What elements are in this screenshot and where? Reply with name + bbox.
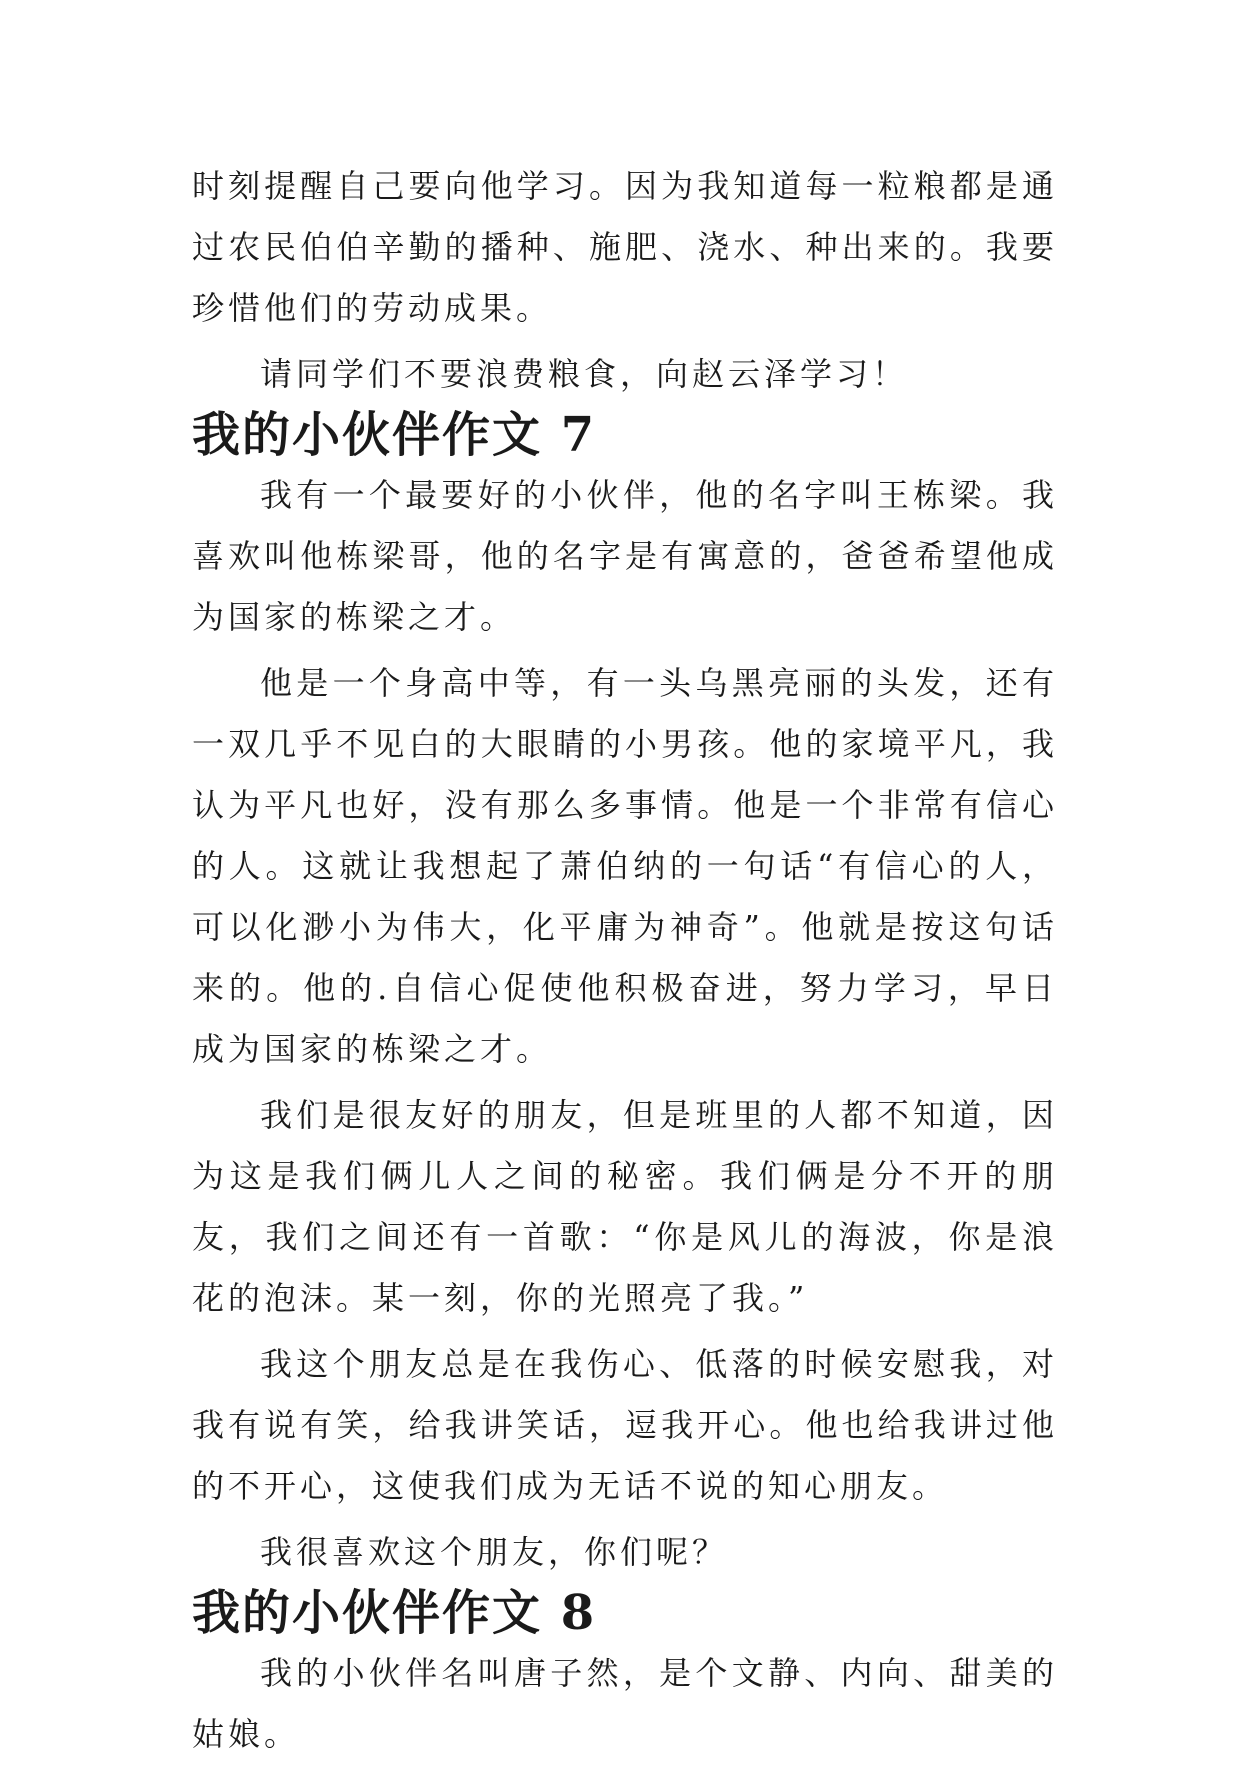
paragraph: 我很喜欢这个朋友，你们呢？	[260, 1533, 729, 1571]
paragraph: 他是一个身高中等，有一头乌黑亮丽的头发，还有一双几乎不见白的大眼睛的小男孩。他的家境平凡，我认为平凡也好，没有那么多事情。他是一个非常有信心的人。这就让我想起了萧伯纳的一句话“有信心的人，可以化渺小为伟大，化平庸为神奇”。他就是按这句话来的。他的.自信心促使他积极奋进，努力学习，早日成为国家的栋梁之才。	[192, 664, 1058, 1068]
paragraph: 我的小伙伴名叫唐子然，是个文静、内向、甜美的姑娘。	[192, 1654, 1058, 1753]
section-heading: 我的小伙伴作文 8	[192, 1585, 597, 1641]
paragraph: 我这个朋友总是在我伤心、低落的时候安慰我，对我有说有笑，给我讲笑话，逗我开心。他也给我讲过他的不开心，这使我们成为无话不说的知心朋友。	[192, 1345, 1058, 1505]
document-page	[192, 156, 1058, 1765]
paragraph: 时刻提醒自己要向他学习。因为我知道每一粒粮都是通过农民伯伯辛勤的播种、施肥、浇水、种出来的。我要珍惜他们的劳动成果。	[192, 167, 1058, 327]
paragraph: 我有一个最要好的小伙伴，他的名字叫王栋梁。我喜欢叫他栋梁哥，他的名字是有寓意的，爸爸希望他成为国家的栋梁之才。	[192, 476, 1058, 636]
section-heading: 我的小伙伴作文 7	[192, 407, 597, 463]
paragraph: 请同学们不要浪费粮食，向赵云泽学习！	[260, 355, 909, 393]
paragraph: 我们是很友好的朋友，但是班里的人都不知道，因为这是我们俩儿人之间的秘密。我们俩是分不开的朋友，我们之间还有一首歌：“你是风儿的海波，你是浪花的泡沫。某一刻，你的光照亮了我。”	[192, 1096, 1058, 1317]
